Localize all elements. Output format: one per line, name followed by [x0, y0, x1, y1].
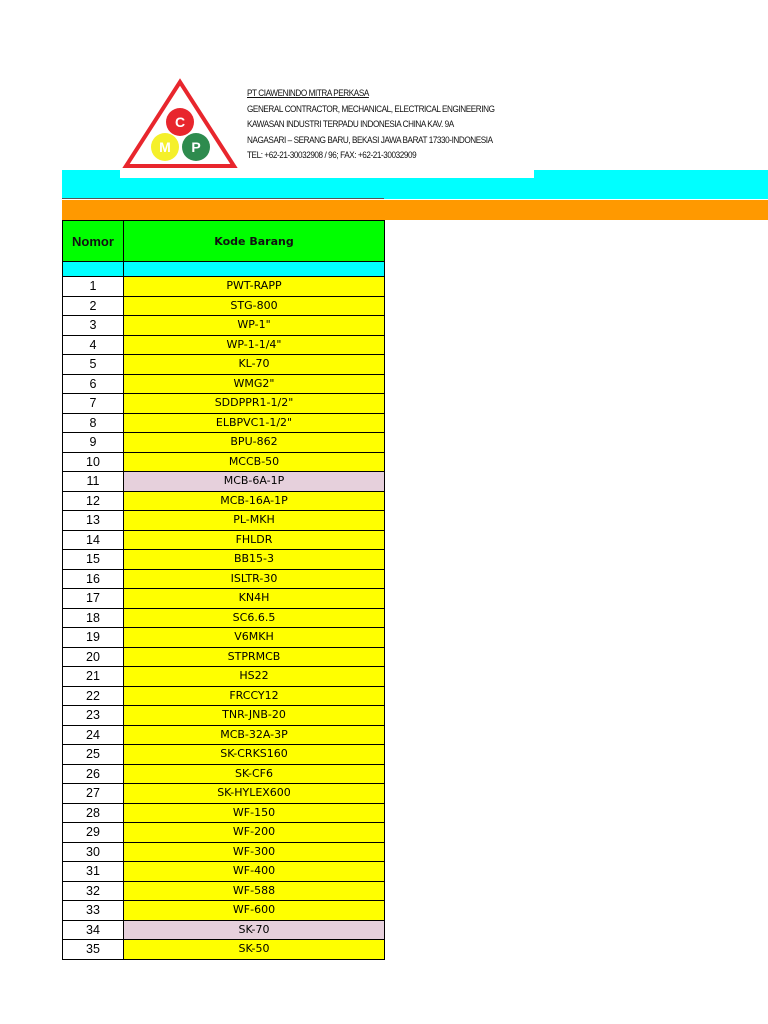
- item-code-cell: SK-HYLEX600: [124, 784, 385, 804]
- row-number-cell: 6: [63, 374, 124, 394]
- item-code-cell: WF-150: [124, 803, 385, 823]
- table-row: [63, 374, 385, 394]
- item-code-cell: PWT-RAPP: [124, 277, 385, 297]
- row-number-cell: 35: [63, 940, 124, 960]
- item-code-cell: SK-50: [124, 940, 385, 960]
- row-number-cell: 18: [63, 608, 124, 628]
- company-letterhead: [120, 72, 534, 178]
- table-row: [63, 784, 385, 804]
- table-header-row: [63, 221, 385, 262]
- table-row: [63, 277, 385, 297]
- item-code-cell: HS22: [124, 667, 385, 687]
- item-code-cell: ELBPVC1-1/2": [124, 413, 385, 433]
- company-info: [247, 86, 495, 164]
- item-code-cell: MCB-16A-1P: [124, 491, 385, 511]
- orange-band: [62, 200, 768, 220]
- table-row: [63, 940, 385, 960]
- header-nomor: Nomor: [63, 221, 124, 262]
- item-code-cell: PL-MKH: [124, 511, 385, 531]
- company-name: PT CIAWENINDO MITRA PERKASA: [247, 88, 369, 99]
- company-line-1: GENERAL CONTRACTOR, MECHANICAL, ELECTRICAL ENGINEERING: [247, 103, 495, 115]
- row-number-cell: 12: [63, 491, 124, 511]
- item-code-cell: MCB-6A-1P: [124, 472, 385, 492]
- row-number-cell: 17: [63, 589, 124, 609]
- item-code-cell: WP-1": [124, 316, 385, 336]
- table-row: [63, 530, 385, 550]
- item-code-cell: SK-70: [124, 920, 385, 940]
- item-code-cell: MCB-32A-3P: [124, 725, 385, 745]
- table-row: [63, 706, 385, 726]
- table-row: [63, 452, 385, 472]
- header-kode-barang: Kode Barang: [124, 221, 385, 262]
- table-row: [63, 335, 385, 355]
- table-row: [63, 842, 385, 862]
- row-number-cell: 5: [63, 355, 124, 375]
- row-number-cell: 16: [63, 569, 124, 589]
- table-row: [63, 862, 385, 882]
- row-number-cell: 23: [63, 706, 124, 726]
- row-number-cell: 25: [63, 745, 124, 765]
- row-number-cell: 9: [63, 433, 124, 453]
- spacer-cell: [63, 262, 124, 277]
- table-row: [63, 628, 385, 648]
- table-row: [63, 589, 385, 609]
- row-number-cell: 27: [63, 784, 124, 804]
- table-row: [63, 569, 385, 589]
- table-row: [63, 394, 385, 414]
- company-line-2: KAWASAN INDUSTRI TERPADU INDONESIA CHINA KAV. 9A: [247, 119, 454, 130]
- row-number-cell: 32: [63, 881, 124, 901]
- item-code-cell: SC6.6.5: [124, 608, 385, 628]
- spacer-cell: [124, 262, 385, 277]
- item-code-cell: ISLTR-30: [124, 569, 385, 589]
- item-code-cell: SDDPPR1-1/2": [124, 394, 385, 414]
- item-code-cell: WF-588: [124, 881, 385, 901]
- item-code-cell: STG-800: [124, 296, 385, 316]
- item-code-cell: WF-300: [124, 842, 385, 862]
- item-code-cell: BB15-3: [124, 550, 385, 570]
- table-row: [63, 920, 385, 940]
- table-row: [63, 316, 385, 336]
- item-code-cell: KN4H: [124, 589, 385, 609]
- item-code-cell: STPRMCB: [124, 647, 385, 667]
- row-number-cell: 31: [63, 862, 124, 882]
- row-number-cell: 14: [63, 530, 124, 550]
- row-number-cell: 34: [63, 920, 124, 940]
- row-number-cell: 4: [63, 335, 124, 355]
- table-row: [63, 472, 385, 492]
- item-code-cell: WF-200: [124, 823, 385, 843]
- logo-letter-p: P: [191, 139, 201, 155]
- table-row: [63, 433, 385, 453]
- row-number-cell: 15: [63, 550, 124, 570]
- company-line-4: TEL: +62-21-30032908 / 96; FAX: +62-21-30032909: [247, 150, 417, 161]
- item-code-cell: SK-CRKS160: [124, 745, 385, 765]
- cmp-logo-icon: [120, 76, 240, 172]
- table-row: [63, 511, 385, 531]
- table-row: [63, 745, 385, 765]
- row-number-cell: 21: [63, 667, 124, 687]
- row-number-cell: 24: [63, 725, 124, 745]
- item-code-cell: V6MKH: [124, 628, 385, 648]
- table-spacer-row: [63, 262, 385, 277]
- logo-letter-c: C: [174, 114, 186, 130]
- row-number-cell: 33: [63, 901, 124, 921]
- table-row: [63, 608, 385, 628]
- table-row: [63, 881, 385, 901]
- item-code-cell: WF-600: [124, 901, 385, 921]
- table-row: [63, 725, 385, 745]
- table-row: [63, 647, 385, 667]
- table-row: [63, 803, 385, 823]
- row-number-cell: 20: [63, 647, 124, 667]
- table-row: [63, 491, 385, 511]
- table-row: [63, 667, 385, 687]
- row-number-cell: 3: [63, 316, 124, 336]
- table-row: [63, 355, 385, 375]
- table-row: [63, 550, 385, 570]
- row-number-cell: 8: [63, 413, 124, 433]
- band-divider: [62, 198, 384, 199]
- row-number-cell: 26: [63, 764, 124, 784]
- item-code-cell: BPU-862: [124, 433, 385, 453]
- item-code-cell: MCCB-50: [124, 452, 385, 472]
- item-code-cell: WMG2": [124, 374, 385, 394]
- row-number-cell: 10: [63, 452, 124, 472]
- item-code-cell: FRCCY12: [124, 686, 385, 706]
- item-code-cell: WF-400: [124, 862, 385, 882]
- item-code-cell: SK-CF6: [124, 764, 385, 784]
- table-row: [63, 296, 385, 316]
- row-number-cell: 2: [63, 296, 124, 316]
- table-row: [63, 823, 385, 843]
- row-number-cell: 29: [63, 823, 124, 843]
- logo-letter-m: M: [159, 139, 171, 155]
- table-row: [63, 901, 385, 921]
- item-code-table: [62, 220, 385, 960]
- table-row: [63, 764, 385, 784]
- table-row: [63, 413, 385, 433]
- row-number-cell: 13: [63, 511, 124, 531]
- row-number-cell: 1: [63, 277, 124, 297]
- company-line-3: NAGASARI – SERANG BARU, BEKASI JAWA BARAT 17330-INDONESIA: [247, 134, 493, 146]
- row-number-cell: 30: [63, 842, 124, 862]
- item-code-cell: WP-1-1/4": [124, 335, 385, 355]
- item-code-cell: TNR-JNB-20: [124, 706, 385, 726]
- table-row: [63, 686, 385, 706]
- row-number-cell: 11: [63, 472, 124, 492]
- row-number-cell: 19: [63, 628, 124, 648]
- row-number-cell: 22: [63, 686, 124, 706]
- row-number-cell: 28: [63, 803, 124, 823]
- row-number-cell: 7: [63, 394, 124, 414]
- item-code-cell: FHLDR: [124, 530, 385, 550]
- item-code-cell: KL-70: [124, 355, 385, 375]
